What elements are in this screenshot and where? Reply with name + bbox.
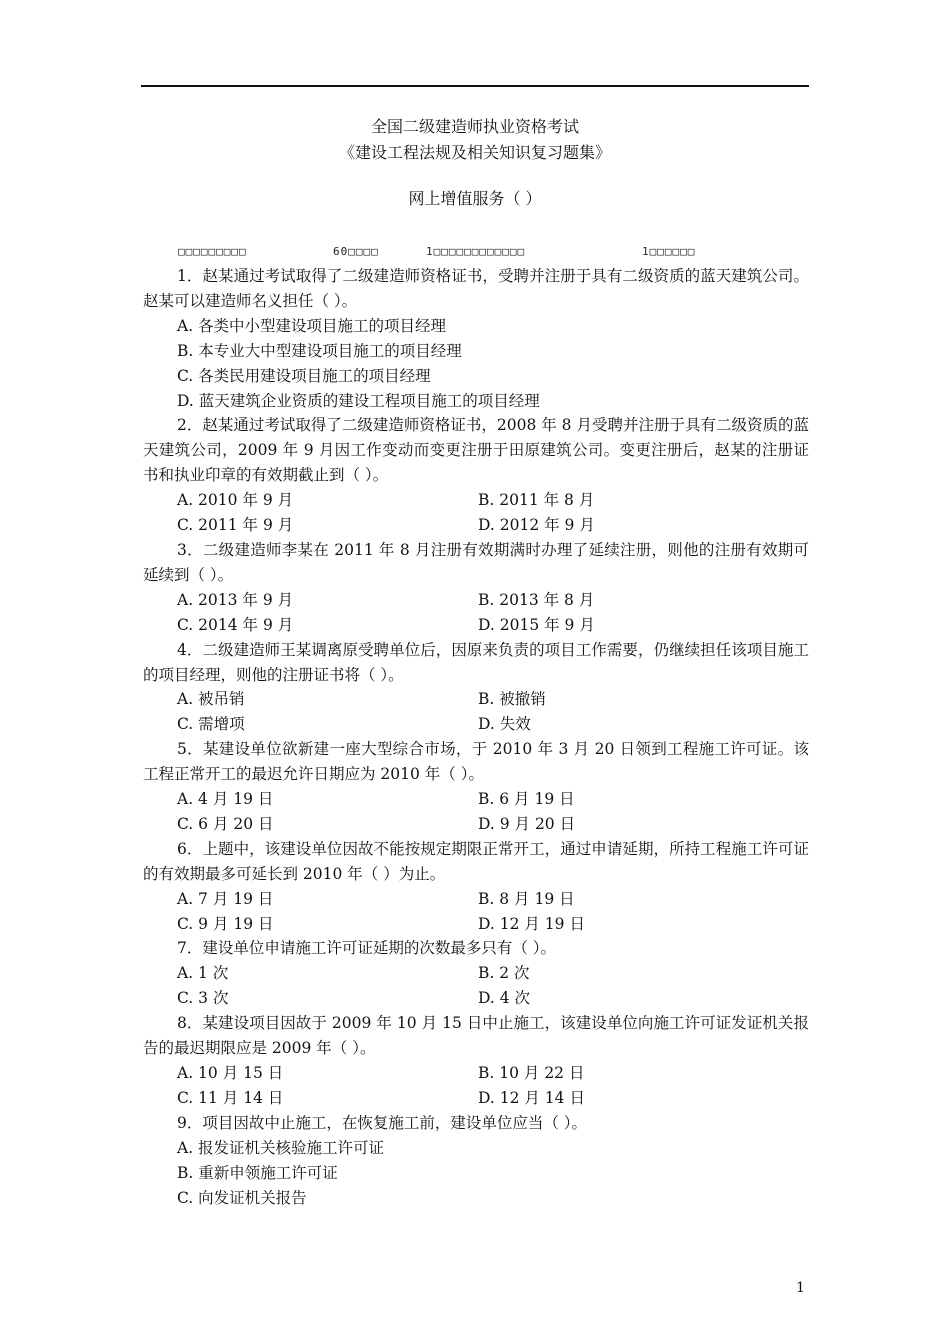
- answer-option: B. 2013 年 8 月: [478, 590, 595, 609]
- option-row: [143, 364, 809, 389]
- question-list: [143, 264, 809, 1210]
- question-stem: 4．二级建造师王某调离原受聘单位后，因原来负责的项目工作需要，仍继续担任该项目施工的项目经理，则他的注册证书将（ ）。: [143, 640, 809, 684]
- question-item: [143, 837, 809, 937]
- garbled-text: □□□□□□□□□: [178, 245, 247, 258]
- option-row: [143, 687, 809, 712]
- answer-option: C. 向发证机关报告: [177, 1188, 307, 1207]
- option-row: [143, 887, 809, 912]
- answer-option: A. 2013 年 9 月: [177, 590, 294, 609]
- question-item: [143, 936, 809, 1011]
- question-item: [143, 413, 809, 538]
- answer-option: D. 2015 年 9 月: [478, 615, 595, 634]
- answer-option: D. 12 月 14 日: [478, 1088, 585, 1107]
- document-subtitle: 《建设工程法规及相关知识复习题集》: [338, 143, 611, 162]
- answer-option: A. 各类中小型建设项目施工的项目经理: [177, 316, 447, 335]
- option-row: [143, 1061, 809, 1086]
- option-row: [143, 986, 809, 1011]
- question-stem: 8．某建设项目因故于 2009 年 10 月 15 日中止施工，该建设单位向施工许可证发证机关报告的最迟期限应是 2009 年（ ）。: [143, 1014, 809, 1058]
- answer-option: A. 报发证机关核验施工许可证: [177, 1138, 385, 1157]
- document-title: 全国二级建造师执业资格考试: [370, 117, 579, 136]
- option-row: [143, 1161, 809, 1186]
- question-stem: 3．二级建造师李某在 2011 年 8 月注册有效期满时办理了延续注册，则他的注册有效期可延续到（ ）。: [143, 540, 809, 584]
- answer-option: A. 4 月 19 日: [177, 790, 274, 809]
- answer-option: C. 2014 年 9 月: [177, 615, 294, 634]
- option-row: [143, 339, 809, 364]
- question-item: [143, 1011, 809, 1111]
- question-item: [143, 638, 809, 738]
- answer-option: D. 2012 年 9 月: [478, 516, 595, 535]
- answer-option: B. 2 次: [478, 964, 530, 983]
- question-stem: 2．赵某通过考试取得了二级建造师资格证书，2008 年 8 月受聘并注册于具有二级资质的蓝天建筑公司，2009 年 9 月因工作变动而变更注册于田原建筑公司。变更注册后，赵某的注册证书和执业印章的有效期截止到（ ）。: [143, 416, 809, 485]
- question-stem: 6．上题中，该建设单位因故不能按规定期限正常开工，通过申请延期，所持工程施工许可证的有效期最多可延长到 2010 年（ ）为止。: [143, 839, 809, 883]
- option-row: [143, 513, 809, 538]
- answer-option: C. 6 月 20 日: [177, 814, 274, 833]
- answer-option: C. 9 月 19 日: [177, 914, 274, 933]
- question-stem: 1．赵某通过考试取得了二级建造师资格证书，受聘并注册于具有二级资质的蓝天建筑公司。赵某可以建造师名义担任（ ）。: [143, 267, 809, 310]
- answer-option: D. 12 月 19 日: [478, 914, 585, 933]
- option-row: [143, 1086, 809, 1111]
- option-row: [143, 389, 809, 414]
- header-rule: [141, 85, 809, 87]
- option-row: [143, 488, 809, 513]
- question-item: [143, 538, 809, 638]
- section-heading: 网上增值服务（ ）: [408, 189, 542, 208]
- answer-option: B. 10 月 22 日: [478, 1064, 585, 1082]
- option-row: [143, 1186, 809, 1211]
- answer-option: B. 被撤销: [478, 690, 546, 709]
- answer-option: A. 7 月 19 日: [177, 889, 274, 908]
- option-row: [143, 1136, 809, 1161]
- question-stem: 9．项目因故中止施工，在恢复施工前，建设单位应当（ ）。: [177, 1113, 588, 1132]
- question-stem: 5．某建设单位欲新建一座大型综合市场，于 2010 年 3 月 20 日领到工程施工许可证。该工程正常开工的最迟允许日期应为 2010 年（ ）。: [143, 740, 809, 784]
- answer-option: C. 需增项: [177, 715, 245, 734]
- option-row: [143, 912, 809, 937]
- answer-option: B. 本专业大中型建设项目施工的项目经理: [177, 341, 462, 360]
- answer-option: D. 4 次: [478, 989, 531, 1008]
- answer-option: C. 各类民用建设项目施工的项目经理: [177, 366, 431, 385]
- garbled-text: 1□□□□□□: [642, 245, 696, 258]
- answer-option: A. 10 月 15 日: [177, 1064, 284, 1082]
- question-stem: 7．建设单位申请施工许可证延期的次数最多只有（ ）。: [177, 939, 557, 958]
- option-row: [143, 787, 809, 812]
- answer-option: C. 11 月 14 日: [177, 1088, 284, 1107]
- answer-option: A. 1 次: [177, 964, 229, 983]
- option-row: [143, 588, 809, 613]
- answer-option: D. 蓝天建筑企业资质的建设工程项目施工的项目经理: [177, 391, 540, 410]
- answer-option: A. 被吊销: [177, 690, 245, 709]
- question-item: [143, 737, 809, 837]
- page-number: 1: [796, 1280, 805, 1296]
- answer-option: B. 重新申领施工许可证: [177, 1163, 338, 1182]
- question-item: [143, 264, 809, 413]
- option-row: [143, 961, 809, 986]
- answer-option: B. 8 月 19 日: [478, 889, 575, 908]
- garbled-text: 1□□□□□□□□□□□□: [426, 245, 526, 258]
- option-row: [143, 613, 809, 638]
- option-row: [143, 314, 809, 339]
- option-row: [143, 712, 809, 737]
- answer-option: D. 9 月 20 日: [478, 814, 576, 833]
- garbled-text: 60□□□□: [333, 245, 379, 258]
- answer-option: B. 2011 年 8 月: [478, 491, 595, 510]
- answer-option: D. 失效: [478, 715, 531, 734]
- answer-option: C. 3 次: [177, 989, 229, 1008]
- answer-option: C. 2011 年 9 月: [177, 516, 294, 535]
- question-item: [143, 1111, 809, 1211]
- answer-option: B. 6 月 19 日: [478, 790, 575, 809]
- option-row: [143, 812, 809, 837]
- answer-option: A. 2010 年 9 月: [177, 491, 294, 510]
